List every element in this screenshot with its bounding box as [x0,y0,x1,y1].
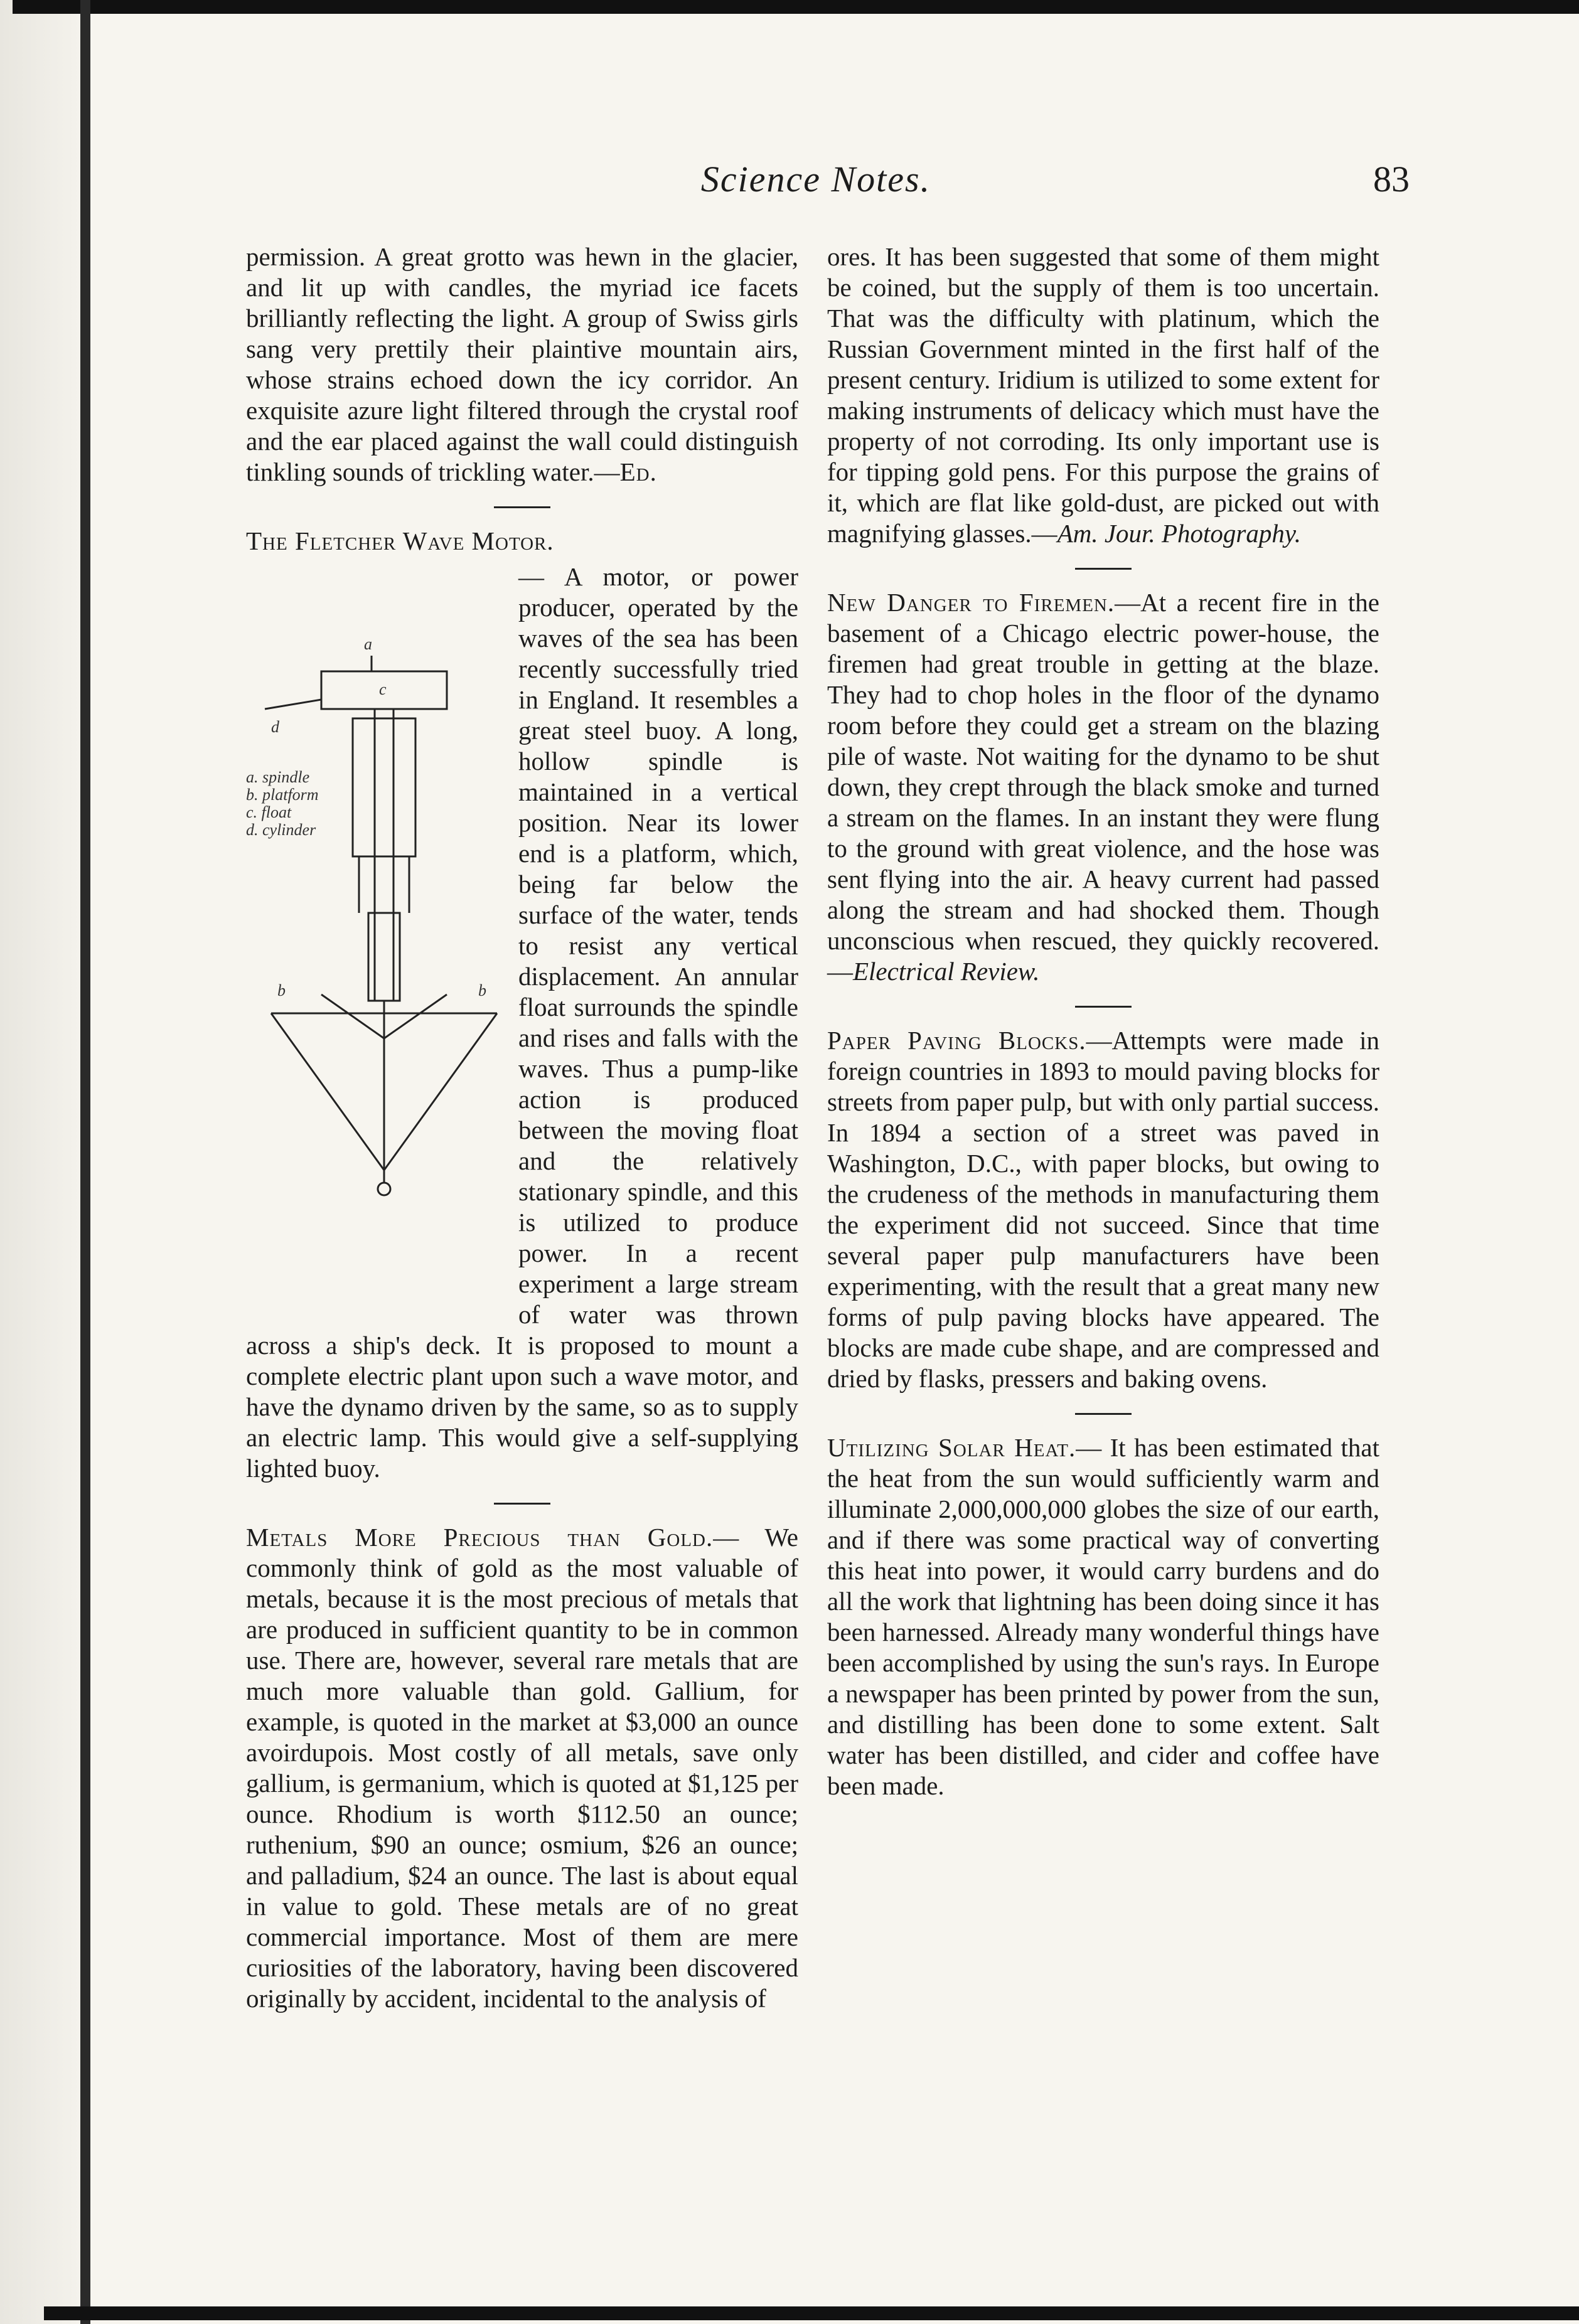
intro-source: Ed. [619,457,657,486]
separator [1075,1413,1132,1415]
solar-title: Utilizing Solar Heat. [827,1433,1076,1462]
spine-shadow [0,0,80,2324]
figure-legend-b: b. platform [246,786,319,804]
left-column [246,242,798,2014]
separator [1075,568,1132,570]
firemen-paragraph [827,587,1379,987]
figure-label-b-left: b [277,981,286,999]
firemen-title: New Danger to Firemen. [827,588,1115,617]
paving-paragraph [827,1025,1379,1394]
page-number: 83 [1373,159,1410,200]
separator [494,1503,550,1505]
metals-continued-paragraph [827,242,1379,549]
figure-label-c: c [379,680,387,698]
figure-legend-d: d. cylinder [246,821,316,839]
solar-paragraph [827,1432,1379,1801]
firemen-body: —At a recent fire in the basement of a Chicago electric power-house, the firemen had great trouble in getting at the blaze. They had to chop holes in the floor of the dynamo room before they could get a stream on the blazing pile of waste. Not waiting for the dynamo to be shut down, they crept through the black smoke and turned a stream on the flames. In an instant they were flung to the ground with great violence, and the hose was sent flying into the air. A heavy current had passed along the stream and had shocked them. Though unconscious when rescued, they quickly recovered. — [827,588,1379,986]
metals-title: Metals More Precious than Gold. [246,1523,714,1552]
metals-paragraph [246,1522,798,2014]
intro-text: permission. A great grotto was hewn in the glacier, and lit up with candles, the myriad ice facets brilliantly reflecting the light. A group of Swiss girls sang very prettily their plaintive mountain airs, whose strains echoed down the icy corridor. An exquisite azure light filtered through the crystal roof and the ear placed against the wall could distinguish tinkling sounds of trickling water.— [246,242,798,486]
paving-title: Paper Paving Blocks. [827,1026,1086,1055]
fletcher-heading-paragraph [246,526,798,557]
figure-legend-a: a. spindle [246,768,310,786]
figure-label-d: d [271,718,279,736]
intro-paragraph [246,242,798,488]
bottom-border [44,2306,1579,2320]
figure-legend-c: c. float [246,803,292,821]
top-border [13,0,1579,14]
fletcher-title: The Fletcher Wave Motor. [246,526,554,555]
right-column [827,242,1379,1801]
running-header: Science Notes. [700,159,931,200]
metals-continued: ores. It has been suggested that some of them might be coined, but the supply of them is too uncertain. That was the difficulty with platinum, which the Russian Government minted in the first half of the present century. Iridium is utilized to some extent for making instruments of delicacy which must have the property of not corroding. Its only important use is for tipping gold pens. For this purpose the grains of it, which are flat like gold-dust, are picked out with magnifying glasses.— [827,242,1379,548]
wave-motor-diagram [246,562,510,1302]
wave-motor-figure [246,562,510,1302]
figure-label-a-top: a [364,635,372,653]
figure-label-b-right: b [478,981,486,999]
metals-source: Am. Jour. Photography. [1057,519,1302,548]
left-border [80,0,90,2324]
fletcher-body: — A motor, or power producer, operated by the waves of the sea has been recently successfully tried in England. It resembles a great steel buoy. A long, hollow spindle is maintained in a vertical position. Near its lower end is a platform, which, being far below the surface of the water, tends to resist any vertical displacement. An annular float surrounds the spindle and rises and falls with the waves. Thus a pump-like action is produced between the moving float and the relatively stationary spindle, and this is utilized to produce power. In a recent experiment a large stream of water was thrown across a ship's deck. It is proposed to mount a complete electric plant upon such a wave motor, and have the dynamo driven by the same, so as to supply an electric lamp. This would give a self-supplying lighted buoy. [246,562,798,1483]
solar-body: — It has been estimated that the heat from the sun would sufficiently warm and illuminate 2,000,000,000 globes the size of our earth, and if there was some practical way of converting this heat into power, it would carry burdens and do all the work that lightning has been doing since it has been harnessed. Already many wonderful things have been accomplished by using the sun's rays. In Europe a newspaper has been printed by power from the sun, and distilling has been done to some extent. Salt water has been distilled, and cider and coffee have been made. [827,1433,1380,1800]
separator [1075,1006,1132,1008]
firemen-source: Electrical Review. [853,957,1040,986]
metals-body: — We commonly think of gold as the most valuable of metals, because it is the most precious of metals that are produced in sufficient quantity to be in common use. There are, however, several rare metals that are much more valuable than gold. Gallium, for example, is quoted in the market at $3,000 an ounce avoirdupois. Most costly of all metals, save only gallium, is germanium, which is quoted at $1,125 per ounce. Rhodium is worth $112.50 an ounce; ruthenium, $90 an ounce; osmium, $26 an ounce; and palladium, $24 an ounce. The last is about equal in value to gold. These metals are of no great commercial importance. Most of them are mere curiosities of the laboratory, having been discovered originally by accident, incidental to the analysis of [246,1523,798,2013]
paving-body: —Attempts were made in foreign countries in 1893 to mould paving blocks for streets from paper pulp, but with only partial success. In 1894 a section of a street was paved in Washington, D.C., with paper blocks, but owing to the crudeness of the methods in manufacturing them the experiment did not succeed. Since that time several paper pulp manufacturers have been experimenting, with the result that a great many new forms of pulp paving blocks have appeared. The blocks are made cube shape, and are compressed and dried by flasks, pressers and baking ovens. [827,1026,1379,1393]
separator [494,506,550,508]
